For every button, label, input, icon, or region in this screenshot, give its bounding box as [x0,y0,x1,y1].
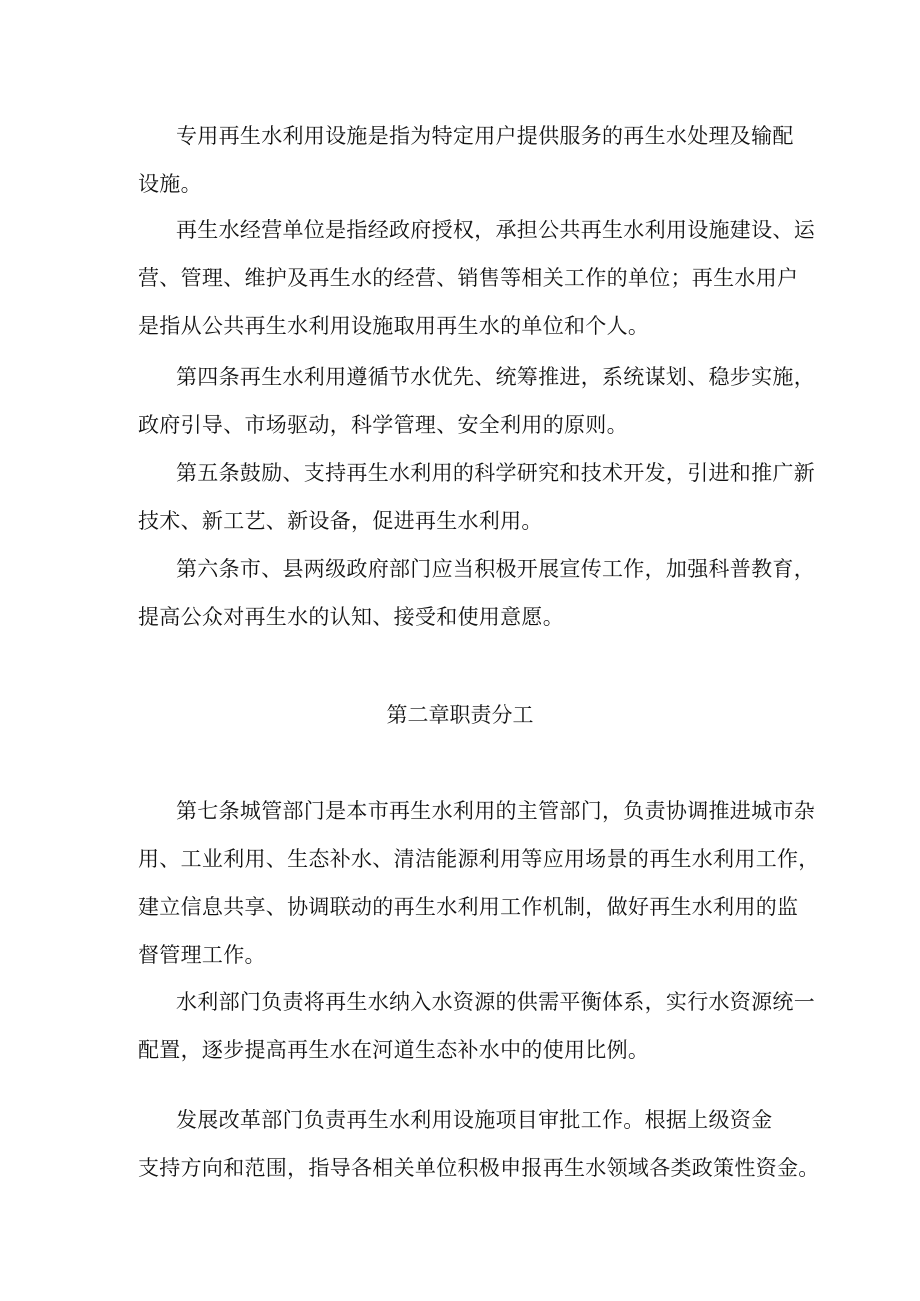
paragraph [138,787,820,979]
paragraph-line: 专用再生水利用设施是指为特定用户提供服务的再生水处理及输配 [176,124,794,148]
paragraph-line: 提高公众对再生水的认知、接受和使用意愿。 [138,605,564,629]
paragraph-line: 再生水经营单位是指经政府授权，承担公共再生水利用设施建设、运 [176,218,815,242]
paragraph-line: 水利部门负责将再生水纳入水资源的供需平衡体系，实行水资源统一 [176,990,815,1014]
paragraph [138,353,815,449]
paragraph-line: 第七条城管部门是本市再生水利用的主管部门，负责协调推进城市杂 [176,799,815,823]
paragraph-line: 第六条市、县两级政府部门应当积极开展宣传工作，加强科普教育， [176,557,815,581]
paragraph-line: 技术、新工艺、新设备，促进再生水利用。 [138,509,543,533]
paragraph-line: 督管理工作。 [138,943,266,967]
paragraph-line: 营、管理、维护及再生水的经营、销售等相关工作的单位；再生水用户 [138,266,799,290]
paragraph-line: 政府引导、市场驱动，科学管理、安全利用的原则。 [138,413,628,437]
paragraph [138,449,815,545]
paragraph-line: 发展改革部门负责再生水利用设施项目审批工作。根据上级资金 [176,1108,773,1132]
chapter-heading: 第二章职责分工 [386,703,534,727]
paragraph-line: 第五条鼓励、支持再生水利用的科学研究和技术开发，引进和推广新 [176,461,815,485]
paragraph [138,206,815,350]
paragraph [138,978,815,1074]
paragraph-line: 支持方向和范围，指导各相关单位积极申报再生水领域各类政策性资金。 [138,1156,820,1180]
paragraph-line: 设施。 [138,172,202,196]
paragraph-line: 是指从公共再生水利用设施取用再生水的单位和个人。 [138,314,650,338]
paragraph-line: 第四条再生水利用遵循节水优先、统筹推进，系统谋划、稳步实施， [176,365,815,389]
paragraph-line: 建立信息共享、协调联动的再生水利用工作机制，做好再生水利用的监 [138,895,799,919]
paragraph [138,112,794,208]
paragraph [138,545,815,641]
paragraph-line: 用、工业利用、生态补水、清洁能源利用等应用场景的再生水利用工作， [138,847,820,871]
paragraph [138,1096,820,1192]
paragraph-line: 配置，逐步提高再生水在河道生态补水中的使用比例。 [138,1038,650,1062]
